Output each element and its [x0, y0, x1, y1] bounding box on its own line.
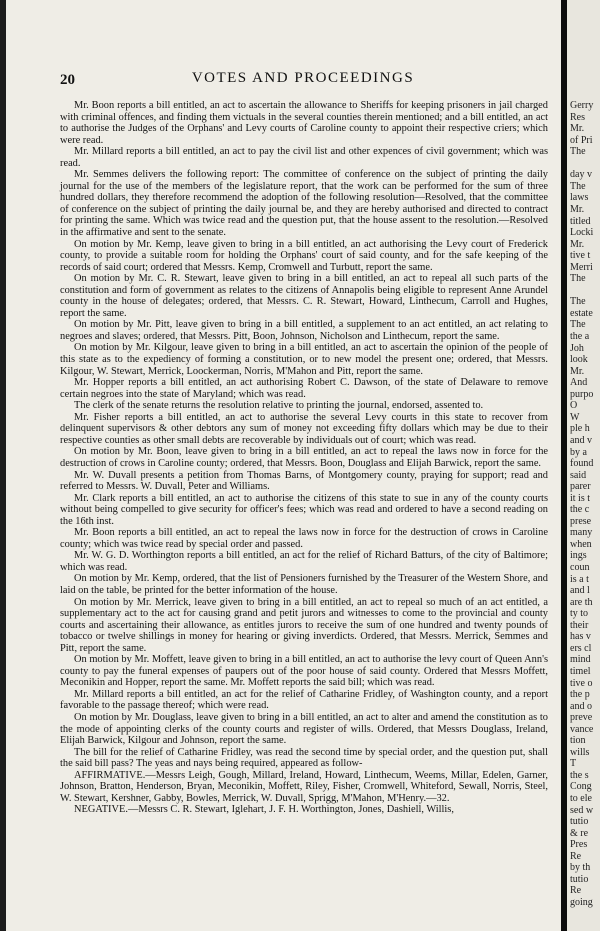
right-page-line: The	[570, 180, 586, 192]
right-page-line: of Pri	[570, 134, 593, 146]
right-page-line: titled	[570, 215, 591, 227]
right-page-line: The	[570, 273, 586, 285]
right-page-line: day v	[570, 169, 592, 181]
right-page-line: when	[570, 538, 592, 550]
paragraph: Mr. Boon reports a bill entitled, an act to repeal the laws now in force for the destruction of crows in Caroline county; which was twice read by special order and passed.	[60, 527, 548, 550]
right-page-line: ty to	[570, 608, 589, 620]
page-number: 20	[60, 72, 75, 88]
paragraph: On motion by Mr. Kilgour, leave given to bring in a bill entitled, an act to ascertain the opinion of the people of this state as to the expediency of forming a constitution, or to new model the present one; ordered, that Messrs. Kilgour, W. Stewart, Merrick, Loockerman, Norris, M'Mahon and Pitt, report the same.	[60, 342, 548, 377]
right-page-line: coun	[570, 562, 590, 573]
right-page-line: and o	[570, 700, 592, 712]
right-page-line: ple h	[570, 423, 590, 435]
paragraph: On motion by Mr. Merrick, leave given to bring in a bill entitled, an act to repeal so much of an act entitled, a supplementary act to the act for causing grand and petit jurors and witnesses to come to the provincial and county courts and ascertaining their allowance, as entitles jurors to receive the sum of one hundred and twenty pounds of tobacco or twelve shillings in money for hearing or giving inverdicts. Ordered, that Messrs. Merrick, Semmes and Pitt, report the same.	[60, 596, 548, 654]
paragraph: On motion by Mr. C. R. Stewart, leave given to bring in a bill entitled, an act to repeal all such parts of the constitution and form of government as relates to the citizens of Annapolis being eligible to represent Anne Arundel county in the house of delegates; ordered, that Messrs. C. R. Stewart, Howard, Linthecum, Carroll and Hughes, report the same.	[60, 273, 548, 319]
right-page-line: Res	[570, 111, 585, 123]
right-page-line: tion	[570, 735, 586, 747]
paragraph: On motion by Mr. Kemp, ordered, that the list of Pensioners furnished by the Treasurer of the Western Shore, and laid on the table, be printed for the better information of the house.	[60, 573, 548, 596]
right-page-line: many	[570, 527, 593, 539]
paragraph: NEGATIVE.—Messrs C. R. Stewart, Iglehart, J. F. H. Worthington, Jones, Dashiell, Willis,	[74, 804, 454, 816]
right-page-line: Pres	[570, 839, 588, 851]
right-page-line: & re	[570, 827, 589, 839]
right-page-line: has v	[570, 631, 591, 643]
running-title: VOTES AND PROCEEDINGS	[191, 70, 415, 86]
right-page-line: said	[570, 469, 587, 481]
paragraph: On motion by Mr. Douglass, leave given to bring in a bill entitled, an act to alter and amend the constitution as to the mode of appointing clerks of the county courts and register of wills. Ordered, that Messrs Douglass, Ireland, Elijah Barwick, Kilgour and Johnson, report the same.	[60, 711, 548, 747]
left-page	[6, 0, 561, 931]
right-page-line: look	[570, 354, 588, 366]
right-page-line: going	[570, 896, 593, 908]
right-page-line: Locki	[570, 227, 594, 239]
right-page-line: mind	[570, 654, 591, 666]
right-page-line: are th	[570, 596, 593, 608]
right-page-line: estate	[570, 307, 593, 319]
right-page-line: is a t	[570, 573, 589, 585]
paragraph: On motion by Mr. Boon, leave given to bring in a bill entitled, an act to repeal the laws now in force for the destruction of crows in Caroline county; ordered, that Messrs. Boon, Douglass and Elijah Barwick, report the same.	[60, 446, 548, 469]
paragraph: Mr. Semmes delivers the following report: The committee of conference on the subject of printing the daily journal for the use of the members of the legislature report, that the work can be performed for the sum of three hundred dollars, they therefore recommend the adoption of the following resolution—Resolved, that the committee of conference on the subject of printing the daily journal be, and they are hereby authorised and directed to contract for printing the same. Which was twice read and the question put, that the house assent to the resolution.—Resolved in the affirmative and sent to the senate.	[60, 169, 548, 239]
right-page-line: and v	[570, 434, 592, 446]
right-page-line: timel	[570, 665, 591, 677]
right-page-line: the a	[570, 331, 590, 342]
right-page-line: found	[570, 458, 594, 470]
right-page-line: their	[570, 619, 589, 631]
right-page-line: The	[570, 146, 586, 158]
right-page-line: Mr.	[570, 123, 585, 135]
paragraph: Mr. Clark reports a bill entitled, an act to authorise the citizens of this state to sue in any of the county courts without being compelled to give security for officer's fees; which was read and ordered to have a second reading on the 16th inst.	[60, 492, 548, 527]
right-page-line: by th	[570, 862, 591, 874]
right-page-line: wills	[570, 746, 590, 758]
right-page-line: vance	[570, 723, 594, 735]
paragraph: AFFIRMATIVE.—Messrs Leigh, Gough, Millard, Ireland, Howard, Linthecum, Weems, Millar, Edelen, Garner, Johnson, Bratton, Henderson, Bryan, Meconikin, Moffett, Riley, Fisher, Cromwell, Whiteford, Sewall, Norris, Steel, W. Stewart, Kershner, Gabby, Bowles, Merrick, W. Duvall, Sprigg, M'Mahon, M'Henry.—32.	[60, 769, 548, 804]
right-page-line: Re	[570, 885, 582, 897]
right-page-line: sed w	[570, 804, 594, 816]
right-page-line: and l	[570, 585, 590, 597]
right-page-line: it is t	[570, 492, 591, 504]
right-page-line: The	[570, 296, 586, 308]
right-page-line: to ele	[570, 793, 592, 804]
paragraph: Mr. W. Duvall presents a petition from Thomas Barns, of Montgomery county, praying for support; read and referred to Messrs. W. Duvall, Peter and Williams.	[60, 469, 548, 493]
right-page-line: by a	[570, 446, 587, 458]
right-page-line: prese	[570, 515, 592, 527]
paragraph: Mr. Millard reports a bill entitled, an act for the relief of Catharine Fridley, of Washington county, and a report favorable to the passage thereof; which were read.	[60, 688, 548, 712]
right-page-line: laws	[570, 192, 589, 204]
right-page-line: Mr.	[570, 203, 585, 215]
paragraph: Mr. Millard reports a bill entitled, an act to pay the civil list and other expences of civil government; which was read.	[60, 146, 548, 169]
right-page-line: W	[570, 411, 580, 423]
right-page-line: parer	[570, 481, 591, 493]
paragraph: On motion by Mr. Kemp, leave given to bring in a bill entitled, an act authorising the Levy court of Frederick county, to provide a suitable room for holding the Orphans' court of said county, and for the safe keeping of the records of said court; ordered that Messrs. Kemp, Cromwell and Turbutt, report the same.	[60, 238, 548, 273]
right-page-fragment	[567, 0, 600, 931]
right-page-line: the p	[570, 689, 590, 701]
right-page-line: Mr.	[570, 365, 585, 377]
body-text	[60, 100, 548, 816]
paragraph: Mr. Hopper reports a bill entitled, an act authorising Robert C. Dawson, of the state of Delaware to remove certain negroes into the state of Maryland; which was read.	[60, 377, 548, 400]
paragraph: The clerk of the senate returns the resolution relative to printing the journal, endorsed, assented to.	[74, 400, 484, 412]
paragraph: Mr. Fisher reports a bill entitled, an act to authorise the several Levy courts in this state to recover from delinquent supervisors & other debtors any sum of money not exceeding fifty dollars which may be due to their respective counties as other small debts are recoverable by individuals out of court; which was read.	[60, 411, 548, 446]
right-page-line: tive o	[570, 677, 593, 689]
right-page-line: preve	[570, 712, 593, 724]
right-page-line: And	[570, 377, 588, 389]
paragraph: Mr. W. G. D. Worthington reports a bill entitled, an act for the relief of Richard Batturs, of the city of Baltimore; which was read.	[60, 550, 548, 573]
right-page-line: T	[570, 758, 577, 770]
right-page-line: tive t	[570, 250, 591, 262]
right-page-line: Cong	[570, 781, 592, 793]
right-page-line: the c	[570, 504, 590, 516]
paragraph: On motion by Mr. Pitt, leave given to bring in a bill entitled, a supplement to an act entitled, an act relating to negroes and slaves; ordered, that Messrs. Pitt, Boon, Johnson, Nicholson and Linthecum, report the same.	[60, 319, 548, 342]
right-page-line: Gerry	[570, 100, 594, 111]
right-page-line: purpo	[570, 388, 594, 400]
right-page-line: Re	[570, 850, 582, 862]
paragraph: The bill for the relief of Catharine Fridley, was read the second time by special order, and the question put, shall the said bill pass? The yeas and nays being required, appeared as follow-	[60, 746, 548, 770]
right-page-line: ings	[570, 550, 587, 562]
right-page-line: Mr.	[570, 238, 585, 250]
right-page-line: O	[570, 400, 578, 412]
paragraph: On motion by Mr. Moffett, leave given to bring in a bill entitled, an act to authorise the levy court of Queen Ann's county to pay the funeral expenses of paupers out of the poor house of said county. Ordered that Messrs Moffett, Meconikin and Hopper, report the same. Mr. Moffett reports the said bill; which was read.	[60, 654, 548, 689]
paragraph: Mr. Boon reports a bill entitled, an act to ascertain the allowance to Sheriffs for keeping prisoners in jail charged with criminal offences, and finding them victuals in the several counties therein mentioned; and a bill entitled, an act to authorise the Judges of the Orphans' and Levy courts of Caroline county to appoint their respective criers; which were read.	[60, 100, 548, 146]
right-page-line: The	[570, 319, 586, 331]
page-header	[60, 70, 546, 94]
right-page-line: ers cl	[570, 642, 592, 654]
right-page-line: the s	[570, 769, 589, 781]
right-page-line: Joh	[570, 342, 584, 354]
right-page-line: Merri	[570, 261, 593, 273]
right-page-line: tutio	[570, 816, 589, 828]
right-page-line: tutio	[570, 873, 589, 885]
